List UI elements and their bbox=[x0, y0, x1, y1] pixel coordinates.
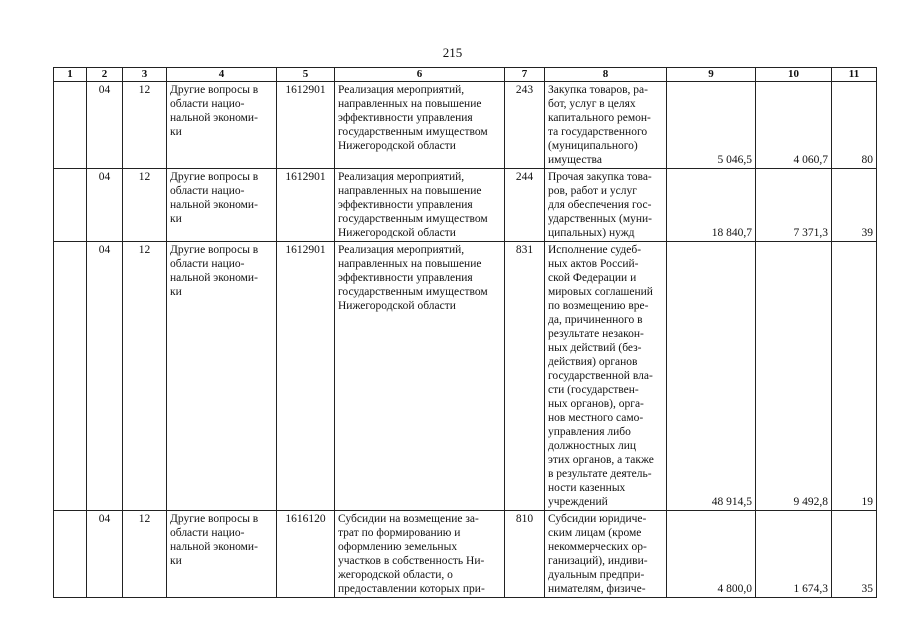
column-header: 6 bbox=[335, 68, 505, 82]
cell-expense-name: Субсидии юридиче- ским лицам (кроме некоммерческих ор- ганизаций), индиви- дуальным предпри- нимателям, физиче- bbox=[545, 511, 667, 598]
cell-col1 bbox=[54, 242, 87, 511]
cell-target-article: 1612901 bbox=[277, 82, 335, 169]
column-header: 11 bbox=[832, 68, 877, 82]
cell-section: 04 bbox=[87, 82, 123, 169]
cell-target-article: 1612901 bbox=[277, 242, 335, 511]
table-row bbox=[54, 82, 877, 169]
cell-executed: 1 674,3 bbox=[756, 511, 832, 598]
page-number: 215 bbox=[442, 45, 463, 60]
cell-percent: 80 bbox=[832, 82, 877, 169]
cell-planned: 4 800,0 bbox=[667, 511, 756, 598]
column-header: 3 bbox=[123, 68, 167, 82]
column-header: 1 bbox=[54, 68, 87, 82]
column-header: 9 bbox=[667, 68, 756, 82]
table-row bbox=[54, 242, 877, 511]
column-header: 5 bbox=[277, 68, 335, 82]
cell-expense-name: Исполнение судеб- ных актов Россий- ской Федерации и мировых соглашений по возмещению вре- да, причиненного в результате незакон- ных действий (без- действия) органов государственной вла- сти (государствен- ных органов), орга- нов местного само- управления либо должностных лиц этих органов, а также в результате деятель- ности казенных учреждений bbox=[545, 242, 667, 511]
cell-target-article: 1612901 bbox=[277, 169, 335, 242]
table-row bbox=[54, 169, 877, 242]
column-header: 10 bbox=[756, 68, 832, 82]
column-header: 8 bbox=[545, 68, 667, 82]
cell-article-name: Субсидии на возмещение за- трат по формированию и оформлению земельных участков в собственность Ни- жегородской области, о предоставлении которых при- bbox=[335, 511, 505, 598]
cell-expense-type: 810 bbox=[505, 511, 545, 598]
cell-subsection-name: Другие вопросы в области нацио- нальной экономи- ки bbox=[167, 169, 277, 242]
cell-executed: 4 060,7 bbox=[756, 82, 832, 169]
column-header: 7 bbox=[505, 68, 545, 82]
cell-subsection: 12 bbox=[123, 242, 167, 511]
cell-col1 bbox=[54, 511, 87, 598]
cell-subsection-name: Другие вопросы в области нацио- нальной экономи- ки bbox=[167, 511, 277, 598]
cell-article-name: Реализация мероприятий, направленных на повышение эффективности управления государственным имуществом Нижегородской области bbox=[335, 82, 505, 169]
cell-percent: 39 bbox=[832, 169, 877, 242]
cell-subsection: 12 bbox=[123, 169, 167, 242]
column-header: 4 bbox=[167, 68, 277, 82]
cell-percent: 35 bbox=[832, 511, 877, 598]
cell-target-article: 1616120 bbox=[277, 511, 335, 598]
cell-article-name: Реализация мероприятий, направленных на повышение эффективности управления государственным имуществом Нижегородской области bbox=[335, 169, 505, 242]
cell-expense-type: 244 bbox=[505, 169, 545, 242]
cell-planned: 48 914,5 bbox=[667, 242, 756, 511]
column-header: 2 bbox=[87, 68, 123, 82]
cell-subsection-name: Другие вопросы в области нацио- нальной экономи- ки bbox=[167, 82, 277, 169]
cell-subsection-name: Другие вопросы в области нацио- нальной экономи- ки bbox=[167, 242, 277, 511]
cell-executed: 7 371,3 bbox=[756, 169, 832, 242]
table-row bbox=[54, 511, 877, 598]
cell-article-name: Реализация мероприятий, направленных на повышение эффективности управления государственным имуществом Нижегородской области bbox=[335, 242, 505, 511]
cell-executed: 9 492,8 bbox=[756, 242, 832, 511]
cell-col1 bbox=[54, 169, 87, 242]
cell-col1 bbox=[54, 82, 87, 169]
cell-section: 04 bbox=[87, 169, 123, 242]
cell-section: 04 bbox=[87, 511, 123, 598]
cell-subsection: 12 bbox=[123, 511, 167, 598]
cell-expense-name: Прочая закупка това- ров, работ и услуг для обеспечения гос- ударственных (муни- ципальных) нужд bbox=[545, 169, 667, 242]
cell-subsection: 12 bbox=[123, 82, 167, 169]
header-row bbox=[54, 68, 877, 82]
cell-percent: 19 bbox=[832, 242, 877, 511]
cell-expense-type: 831 bbox=[505, 242, 545, 511]
cell-planned: 18 840,7 bbox=[667, 169, 756, 242]
cell-planned: 5 046,5 bbox=[667, 82, 756, 169]
budget-table bbox=[53, 67, 877, 598]
cell-expense-type: 243 bbox=[505, 82, 545, 169]
cell-section: 04 bbox=[87, 242, 123, 511]
cell-expense-name: Закупка товаров, ра- бот, услуг в целях капитального ремон- та государственного (муниципального) имущества bbox=[545, 82, 667, 169]
